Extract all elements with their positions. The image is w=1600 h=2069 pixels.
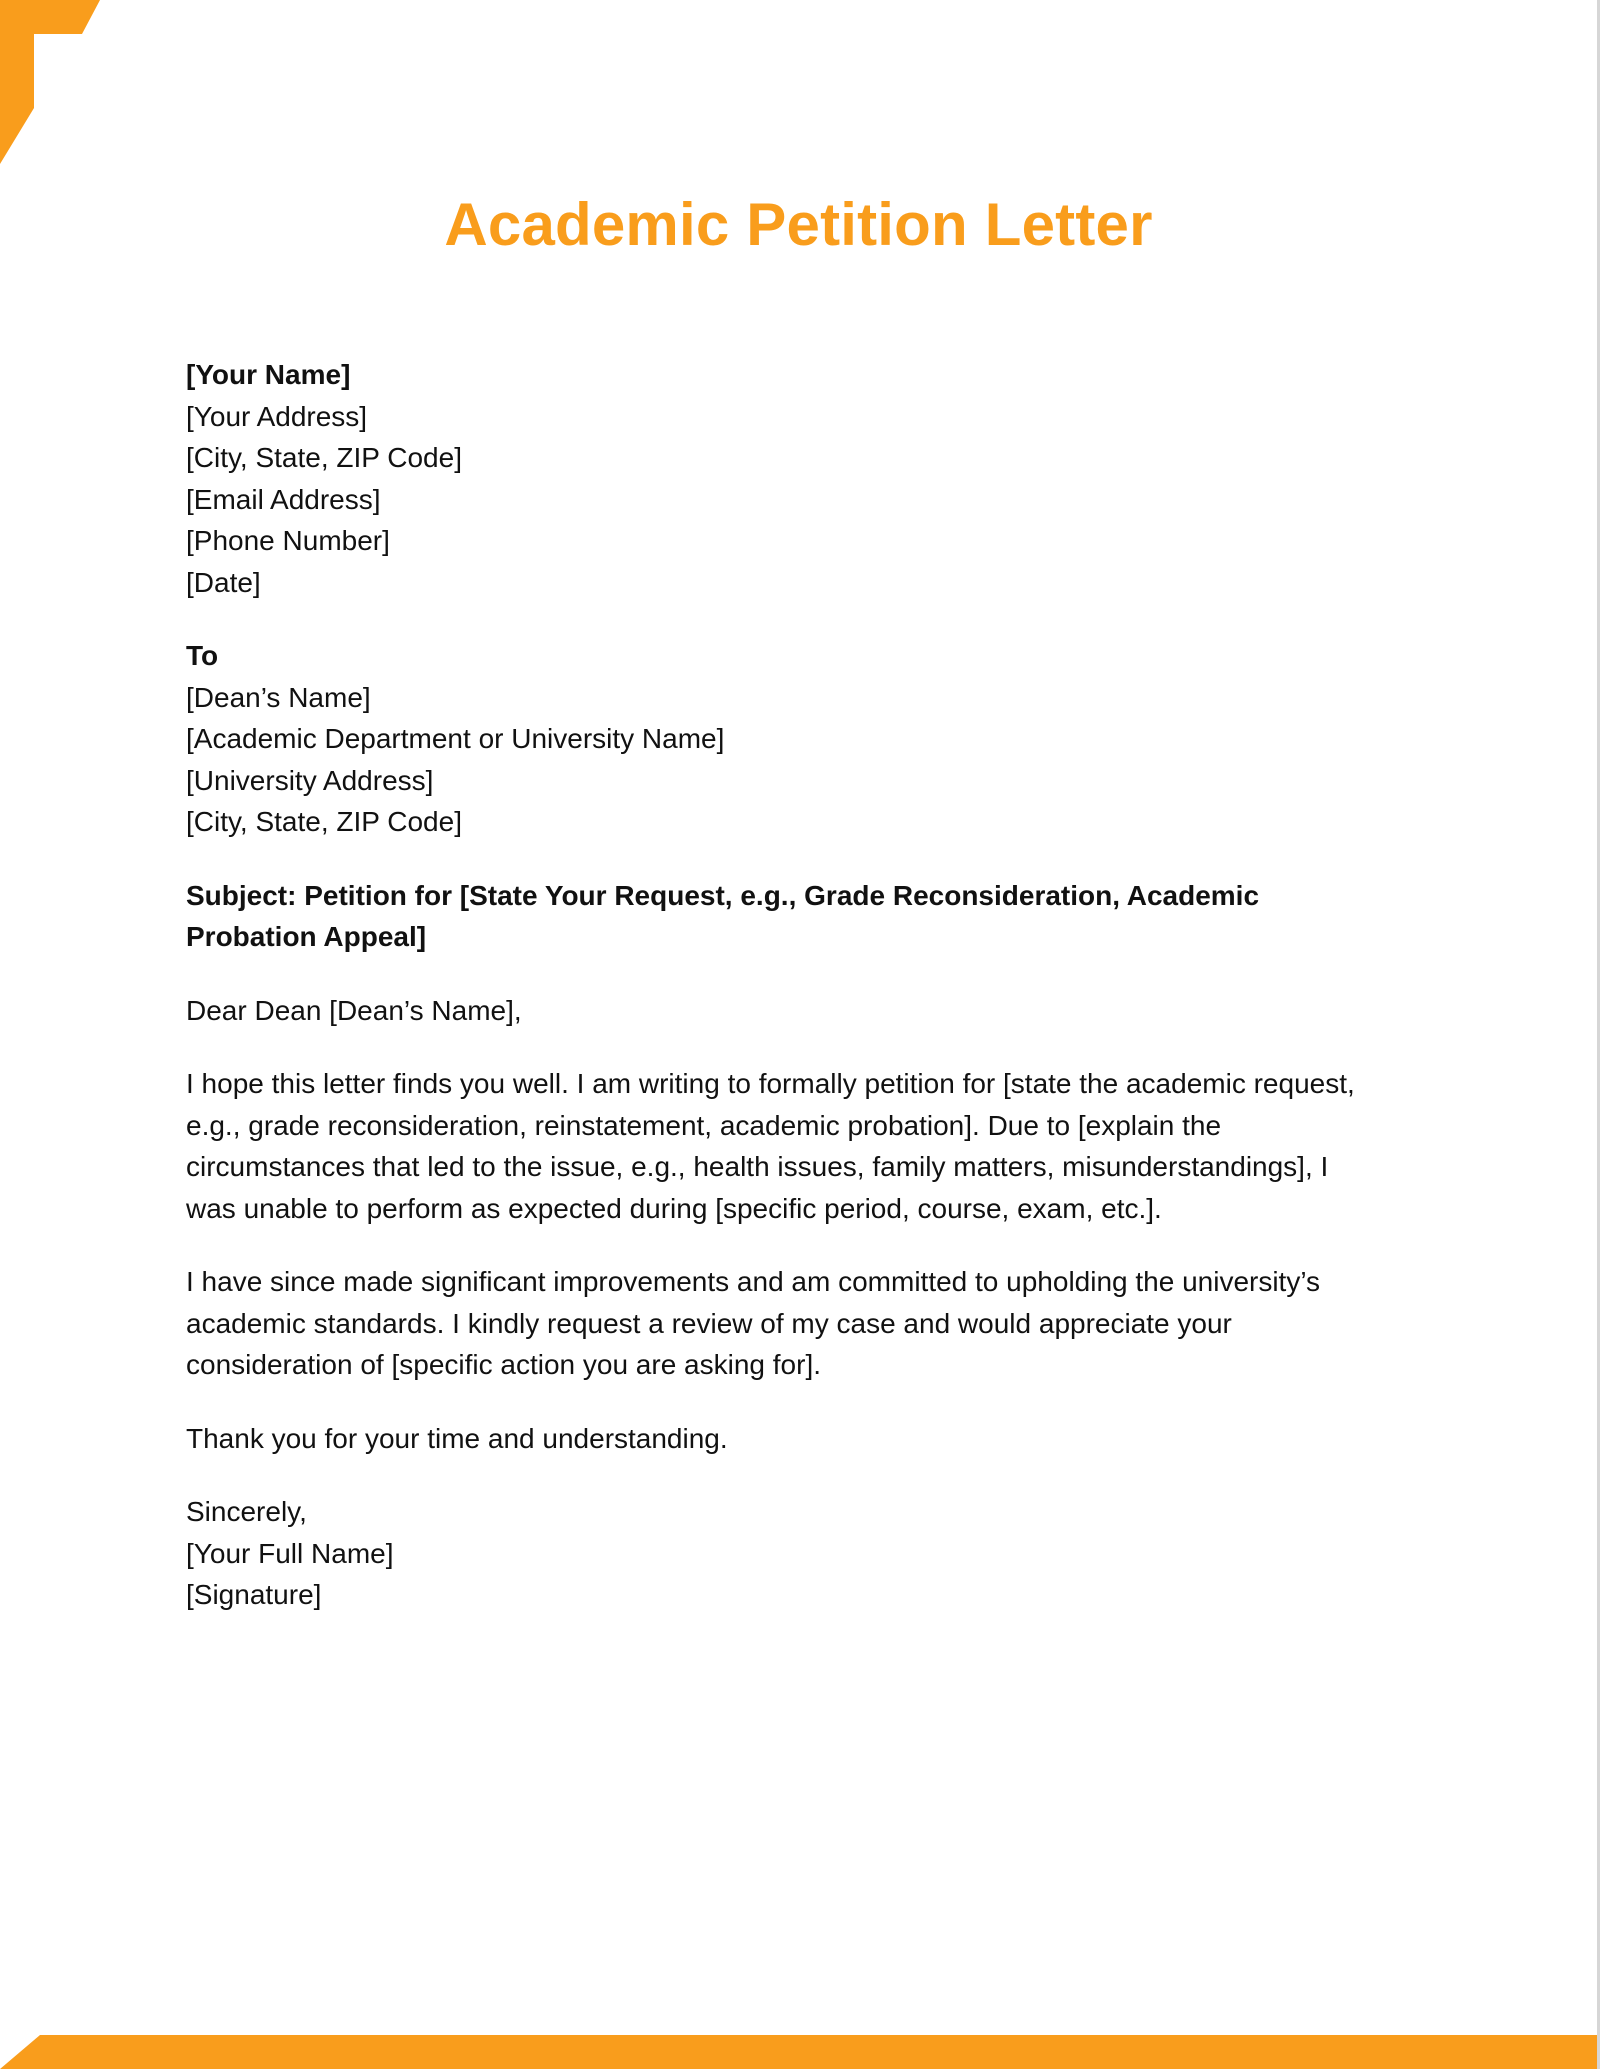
closing-full-name: [Your Full Name] xyxy=(186,1537,394,1569)
body-paragraph-3: Thank you for your time and understanding. xyxy=(186,1422,728,1454)
sender-address: [Your Address] xyxy=(186,400,368,432)
closing-signature: [Signature] xyxy=(186,1579,322,1610)
subject-line: Subject: Petition for [State Your Request, e.g., Grade Reconsideration, Academic Probation Appeal] xyxy=(186,879,1260,952)
sender-block xyxy=(186,354,1386,603)
recipient-label: To xyxy=(186,640,219,671)
corner-accent-decoration xyxy=(0,0,110,170)
bottom-accent-bar xyxy=(0,2035,1597,2069)
sender-phone: [Phone Number] xyxy=(186,525,390,556)
closing-block xyxy=(186,1491,1386,1616)
document-title: Academic Petition Letter xyxy=(444,191,1153,258)
sender-name: [Your Name] xyxy=(186,359,351,390)
letter-date: [Date] xyxy=(186,566,261,598)
recipient-address: [University Address] xyxy=(186,764,434,796)
recipient-dean-name: [Dean’s Name] xyxy=(186,681,371,713)
sender-email: [Email Address] xyxy=(186,483,381,515)
corner-accent-shape xyxy=(0,0,100,164)
body-paragraph-1: I hope this letter finds you well. I am writing to formally petition for [state the academic request, e.g., grade reconsideration, reinstatement, academic probation]. Due to [explain the circumstances that led to the issue, e.g., health issues, family matters, misunderstandings], I was unable to perform as expected during [specific period, course, exam, etc.]. xyxy=(186,1068,1355,1224)
recipient-department: [Academic Department or University Name] xyxy=(186,723,725,754)
letter-content xyxy=(186,354,1386,1648)
salutation: Dear Dean [Dean’s Name], xyxy=(186,994,522,1026)
recipient-city-state-zip: [City, State, ZIP Code] xyxy=(186,806,462,837)
body-paragraph-2: I have since made significant improvements and am committed to upholding the university’s academic standards. I kindly request a review of my case and would appreciate your consideration of [specific action you are asking for]. xyxy=(186,1266,1321,1380)
bottom-accent-shape xyxy=(0,2035,1597,2069)
sign-off: Sincerely, xyxy=(186,1496,307,1527)
sender-city-state-zip: [City, State, ZIP Code] xyxy=(186,442,462,473)
recipient-block xyxy=(186,635,1386,843)
